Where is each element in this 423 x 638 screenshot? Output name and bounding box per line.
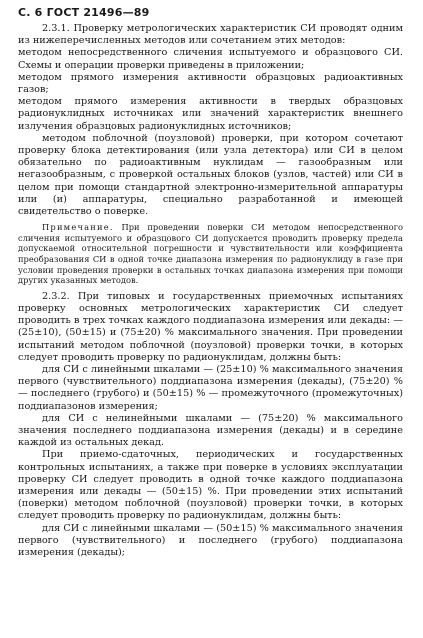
paragraph: для СИ с линейными шкалами — (25±10) % максимального значения первого (чувствительного) поддиапазона измерения (декады), (75±20) % — последнего (грубого) и (50±15) % — промежуточного (промежуточных) поддиапазонов измерения; (18, 364, 403, 412)
page-header: С. 6 ГОСТ 21496—89 (18, 6, 150, 19)
paragraph: методом поблочной (поузловой) проверки, при котором сочетают проверку блока детектирования (или узла детектора) или СИ в целом обязательно по радиоактивным нуклидам — газообразным или негазообразным, с проверкой остальных блоков (узлов, частей) или СИ в целом при помощи стандартной электронно-измерительной аппаратуры или (и) аппаратуры, специально разработанной и имеющей свидетельство о поверке. (18, 132, 403, 218)
note-paragraph (18, 222, 403, 286)
paragraph: методом прямого измерения активности в твердых образцовых радионуклидных источниках или значений характеристик внешнего излучения образцовых радионуклидных источников; (18, 96, 403, 132)
paragraph: методом непосредственного сличения испытуемого и образцового СИ. Схемы и операции проверки приведены в приложении; (18, 47, 403, 71)
note-text: При проведении поверки СИ методом непосредственного сличения испытуемого и образцового СИ допускается проводить проверку предела допускаемой относительной погрешности и чувствительности или коэффициента преобразования СИ в одной точке диапазона измерения по радионуклиду в газе при условии проведения проверки в остальных точках диапазона измерения при помощи других указанных методов. (18, 222, 404, 286)
paragraph: для СИ с линейными шкалами — (50±15) % максимального значения первого (чувствительного) и последнего (грубого) поддиапазона измерения (декады); (18, 522, 403, 559)
paragraph: для СИ с нелинейными шкалами — (75±20) % максимального значения последнего поддиапазона измерения (декады) и в середине каждой из остальных декад. (18, 412, 403, 449)
paragraph: 2.3.1. Проверку метрологических характеристик СИ проводят одним из нижеперечисленных методов или сочетанием этих методов: (18, 23, 403, 47)
note-lead: Примечание. (42, 222, 114, 233)
paragraph: 2.3.2. При типовых и государственных приемочных испытаниях проверку основных метрологических характеристик СИ следует проводить в трех точках каждого поддиапазона измерения или декады: — (25±10), (50±15) и (75±20) % максимального значения. При проведении испытаний методом поблочной (поузловой) проверки точки, в которых следует проводить проверку по радионуклидам, должны быть: (18, 290, 403, 363)
paragraph: При приемо-сдаточных, периодических и государственных контрольных испытаниях, а также при поверке в условиях эксплуатации проверку СИ следует проводить в одной точке каждого поддиапазона измерения или декады — (50±15) %. При проведении этих испытаний (поверки) методом поблочной (поузловой) проверки точки, в которых следует проводить проверку по радионуклидам, должны быть: (18, 449, 403, 522)
paragraph: методом прямого измерения активности образцовых радиоактивных газов; (18, 71, 403, 96)
section-2-3-2 (18, 291, 403, 559)
note-block (18, 222, 403, 286)
section-2-3-1 (18, 23, 403, 218)
